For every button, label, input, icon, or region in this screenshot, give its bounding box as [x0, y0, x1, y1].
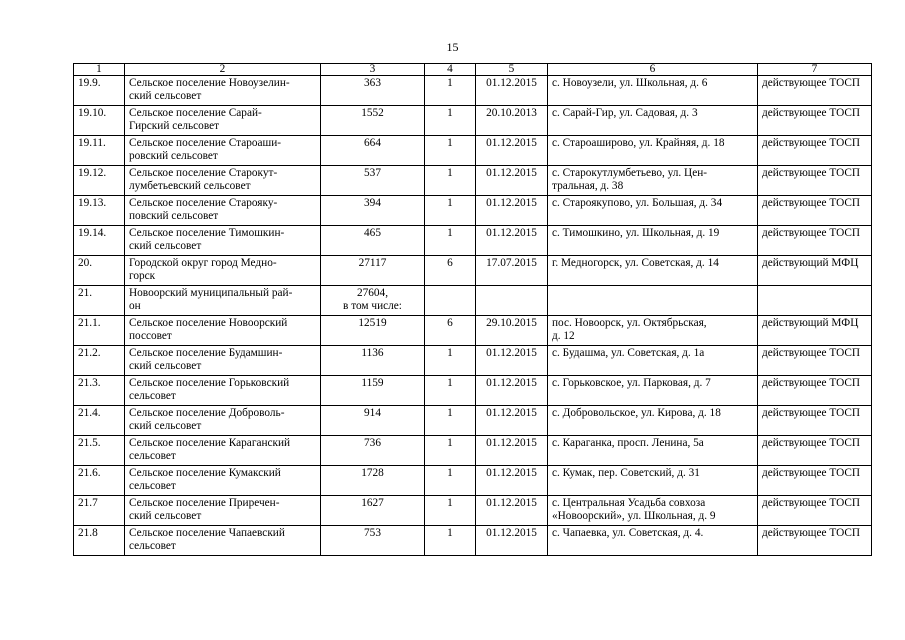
- municipality-name-cell: Сельское поселение Сарай- Гирский сельсовет: [125, 106, 321, 136]
- date-cell: 01.12.2015: [476, 376, 548, 406]
- municipality-name-cell: Сельское поселение Старояку- повский сельсовет: [125, 196, 321, 226]
- date-cell: 01.12.2015: [476, 196, 548, 226]
- address-cell: с. Тимошкино, ул. Школьная, д. 19: [548, 226, 758, 256]
- population-cell: 1728: [321, 466, 425, 496]
- municipality-name-cell: Сельское поселение Горьковский сельсовет: [125, 376, 321, 406]
- table-row: [74, 496, 872, 526]
- row-number-cell: 21.7: [74, 496, 125, 526]
- address-cell: г. Медногорск, ул. Советская, д. 14: [548, 256, 758, 286]
- municipality-name-cell: Сельское поселение Новоузелин- ский сельсовет: [125, 76, 321, 106]
- row-number-cell: 19.9.: [74, 76, 125, 106]
- population-cell: 27117: [321, 256, 425, 286]
- address-cell: [548, 286, 758, 316]
- windows-count-cell: 1: [425, 166, 476, 196]
- date-cell: 01.12.2015: [476, 346, 548, 376]
- column-header-1: 1: [74, 64, 125, 76]
- windows-count-cell: 6: [425, 316, 476, 346]
- row-number-cell: 19.11.: [74, 136, 125, 166]
- status-cell: действующее ТОСП: [758, 196, 872, 226]
- municipality-name-cell: Сельское поселение Кумакский сельсовет: [125, 466, 321, 496]
- table-row: [74, 106, 872, 136]
- row-number-cell: 19.13.: [74, 196, 125, 226]
- row-number-cell: 19.10.: [74, 106, 125, 136]
- windows-count-cell: 1: [425, 346, 476, 376]
- status-cell: действующий МФЦ: [758, 316, 872, 346]
- windows-count-cell: 1: [425, 526, 476, 556]
- windows-count-cell: 6: [425, 256, 476, 286]
- address-cell: пос. Новоорск, ул. Октябрьская, д. 12: [548, 316, 758, 346]
- row-number-cell: 21.: [74, 286, 125, 316]
- table-row: [74, 286, 872, 316]
- windows-count-cell: 1: [425, 106, 476, 136]
- date-cell: 20.10.2013: [476, 106, 548, 136]
- status-cell: действующий МФЦ: [758, 256, 872, 286]
- population-cell: 537: [321, 166, 425, 196]
- status-cell: действующее ТОСП: [758, 376, 872, 406]
- municipality-name-cell: Сельское поселение Староаши- ровский сельсовет: [125, 136, 321, 166]
- municipality-name-cell: Сельское поселение Тимошкин- ский сельсовет: [125, 226, 321, 256]
- municipality-name-cell: Сельское поселение Караганский сельсовет: [125, 436, 321, 466]
- table-row: [74, 526, 872, 556]
- population-cell: 736: [321, 436, 425, 466]
- table-row: [74, 436, 872, 466]
- municipality-name-cell: Сельское поселение Доброволь- ский сельсовет: [125, 406, 321, 436]
- municipality-name-cell: Городской округ город Медно- горск: [125, 256, 321, 286]
- windows-count-cell: 1: [425, 376, 476, 406]
- row-number-cell: 21.4.: [74, 406, 125, 436]
- table-row: [74, 406, 872, 436]
- table-row: [74, 316, 872, 346]
- windows-count-cell: 1: [425, 436, 476, 466]
- population-cell: 394: [321, 196, 425, 226]
- date-cell: 01.12.2015: [476, 166, 548, 196]
- status-cell: [758, 286, 872, 316]
- address-cell: с. Караганка, просп. Ленина, 5а: [548, 436, 758, 466]
- column-header-5: 5: [476, 64, 548, 76]
- date-cell: 17.07.2015: [476, 256, 548, 286]
- row-number-cell: 19.12.: [74, 166, 125, 196]
- table-body: [74, 76, 872, 556]
- address-cell: с. Добровольское, ул. Кирова, д. 18: [548, 406, 758, 436]
- population-cell: 664: [321, 136, 425, 166]
- date-cell: 29.10.2015: [476, 316, 548, 346]
- table-row: [74, 376, 872, 406]
- table-row: [74, 346, 872, 376]
- windows-count-cell: 1: [425, 76, 476, 106]
- status-cell: действующее ТОСП: [758, 76, 872, 106]
- status-cell: действующее ТОСП: [758, 436, 872, 466]
- row-number-cell: 21.3.: [74, 376, 125, 406]
- date-cell: 01.12.2015: [476, 496, 548, 526]
- status-cell: действующее ТОСП: [758, 466, 872, 496]
- date-cell: 01.12.2015: [476, 466, 548, 496]
- population-cell: 27604, в том числе:: [321, 286, 425, 316]
- table-row: [74, 466, 872, 496]
- status-cell: действующее ТОСП: [758, 226, 872, 256]
- population-cell: 1136: [321, 346, 425, 376]
- population-cell: 1627: [321, 496, 425, 526]
- date-cell: 01.12.2015: [476, 226, 548, 256]
- address-cell: с. Кумак, пер. Советский, д. 31: [548, 466, 758, 496]
- status-cell: действующее ТОСП: [758, 106, 872, 136]
- municipality-name-cell: Сельское поселение Новоорский поссовет: [125, 316, 321, 346]
- windows-count-cell: 1: [425, 466, 476, 496]
- municipality-name-cell: Сельское поселение Старокут- лумбетьевский сельсовет: [125, 166, 321, 196]
- row-number-cell: 21.5.: [74, 436, 125, 466]
- windows-count-cell: 1: [425, 136, 476, 166]
- date-cell: 01.12.2015: [476, 436, 548, 466]
- municipality-name-cell: Сельское поселение Чапаевский сельсовет: [125, 526, 321, 556]
- row-number-cell: 21.8: [74, 526, 125, 556]
- address-cell: с. Центральная Усадьба совхоза «Новоорский», ул. Школьная, д. 9: [548, 496, 758, 526]
- status-cell: действующее ТОСП: [758, 136, 872, 166]
- municipality-name-cell: Сельское поселение Приречен- ский сельсовет: [125, 496, 321, 526]
- windows-count-cell: 1: [425, 406, 476, 436]
- address-cell: с. Староякупово, ул. Большая, д. 34: [548, 196, 758, 226]
- status-cell: действующее ТОСП: [758, 496, 872, 526]
- table-row: [74, 76, 872, 106]
- date-cell: 01.12.2015: [476, 406, 548, 436]
- table-row: [74, 196, 872, 226]
- address-cell: с. Староаширово, ул. Крайняя, д. 18: [548, 136, 758, 166]
- address-cell: с. Будашма, ул. Советская, д. 1а: [548, 346, 758, 376]
- date-cell: 01.12.2015: [476, 136, 548, 166]
- column-header-3: 3: [321, 64, 425, 76]
- population-cell: 1552: [321, 106, 425, 136]
- windows-count-cell: [425, 286, 476, 316]
- status-cell: действующее ТОСП: [758, 406, 872, 436]
- date-cell: 01.12.2015: [476, 526, 548, 556]
- population-cell: 12519: [321, 316, 425, 346]
- address-cell: с. Горьковское, ул. Парковая, д. 7: [548, 376, 758, 406]
- address-cell: с. Старокутлумбетьево, ул. Цен- тральная, д. 38: [548, 166, 758, 196]
- date-cell: 01.12.2015: [476, 76, 548, 106]
- municipality-name-cell: Новоорский муниципальный рай- он: [125, 286, 321, 316]
- population-cell: 363: [321, 76, 425, 106]
- header-row: [74, 64, 872, 76]
- date-cell: [476, 286, 548, 316]
- column-header-4: 4: [425, 64, 476, 76]
- address-cell: с. Сарай-Гир, ул. Садовая, д. 3: [548, 106, 758, 136]
- row-number-cell: 21.1.: [74, 316, 125, 346]
- windows-count-cell: 1: [425, 196, 476, 226]
- address-cell: с. Чапаевка, ул. Советская, д. 4.: [548, 526, 758, 556]
- row-number-cell: 20.: [74, 256, 125, 286]
- population-cell: 1159: [321, 376, 425, 406]
- population-cell: 914: [321, 406, 425, 436]
- row-number-cell: 19.14.: [74, 226, 125, 256]
- registry-table: [73, 63, 872, 556]
- population-cell: 465: [321, 226, 425, 256]
- row-number-cell: 21.2.: [74, 346, 125, 376]
- page-number: 15: [446, 40, 459, 54]
- windows-count-cell: 1: [425, 496, 476, 526]
- row-number-cell: 21.6.: [74, 466, 125, 496]
- status-cell: действующее ТОСП: [758, 346, 872, 376]
- column-header-7: 7: [758, 64, 872, 76]
- status-cell: действующее ТОСП: [758, 166, 872, 196]
- population-cell: 753: [321, 526, 425, 556]
- table-row: [74, 226, 872, 256]
- table-row: [74, 166, 872, 196]
- address-cell: с. Новоузели, ул. Школьная, д. 6: [548, 76, 758, 106]
- municipality-name-cell: Сельское поселение Будамшин- ский сельсовет: [125, 346, 321, 376]
- status-cell: действующее ТОСП: [758, 526, 872, 556]
- windows-count-cell: 1: [425, 226, 476, 256]
- column-header-6: 6: [548, 64, 758, 76]
- table-row: [74, 136, 872, 166]
- column-header-2: 2: [125, 64, 321, 76]
- table-row: [74, 256, 872, 286]
